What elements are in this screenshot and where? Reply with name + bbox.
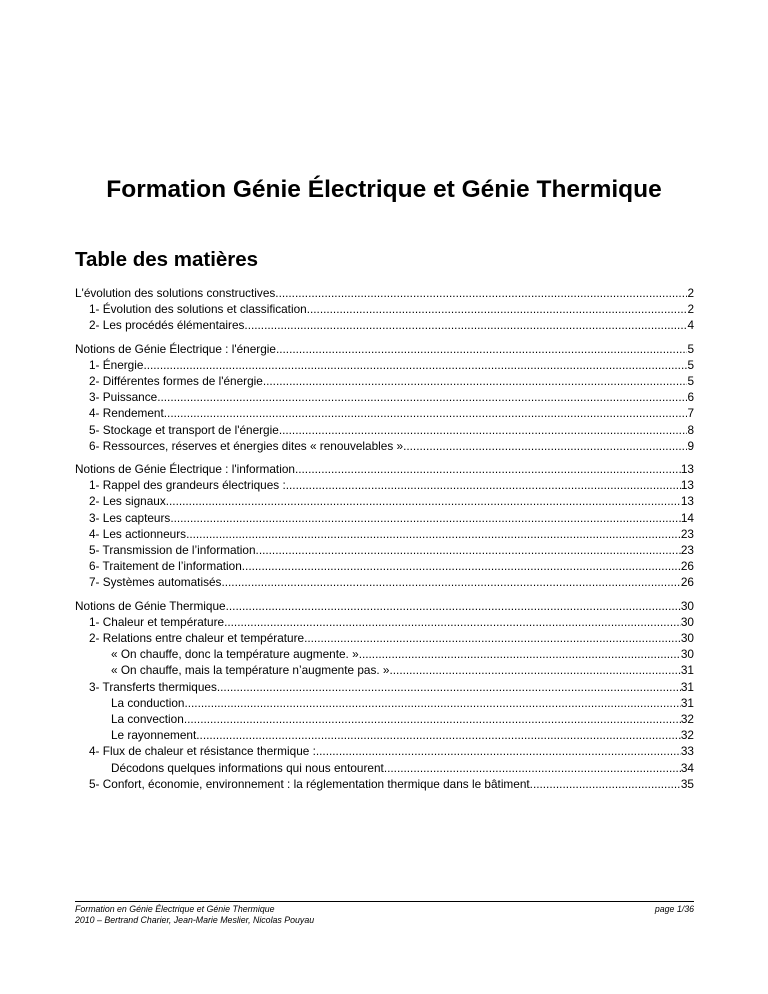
document-title: Formation Génie Électrique et Génie Thermique: [106, 176, 662, 203]
toc-entry[interactable]: [75, 357, 694, 373]
toc-leader-dots: [143, 357, 687, 373]
toc-entry-title: 4- Rendement: [89, 406, 164, 421]
toc-leader-dots: [224, 614, 681, 630]
toc-entry-title: 2- Différentes formes de l'énergie: [89, 374, 263, 389]
toc-leader-dots: [226, 598, 681, 614]
toc-entry-page: 9: [687, 438, 694, 453]
toc-entry-title: 1- Énergie: [89, 357, 144, 372]
toc-entry[interactable]: [75, 542, 694, 558]
toc-entry-title: 1- Évolution des solutions et classification: [89, 302, 307, 317]
toc-entry[interactable]: [75, 776, 694, 792]
toc-entry[interactable]: [75, 614, 694, 630]
toc-leader-dots: [359, 646, 681, 662]
toc-entry-title: 7- Systèmes automatisés: [89, 575, 222, 590]
toc-entry-title: L'évolution des solutions constructives: [75, 286, 276, 300]
toc-entry-title: Notions de Génie Thermique: [75, 598, 226, 613]
toc-section: [75, 341, 694, 454]
toc-entry-page: 33: [680, 744, 694, 759]
footer-course-title: Formation en Génie Électrique et Génie Thermique: [75, 904, 275, 914]
toc-entry[interactable]: [75, 461, 694, 477]
footer-divider: [75, 901, 694, 902]
toc-leader-dots: [217, 679, 681, 695]
toc-entry-title: « On chauffe, donc la température augmente. »: [111, 647, 359, 662]
toc-section: [75, 461, 694, 591]
toc-leader-dots: [256, 542, 681, 558]
toc-entry[interactable]: [75, 405, 694, 421]
toc-leader-dots: [196, 727, 681, 743]
toc-leader-dots: [286, 477, 681, 493]
toc-entry-page: 30: [680, 631, 694, 646]
toc-entry-title: 4- Flux de chaleur et résistance thermique :: [89, 744, 316, 759]
toc-entry-page: 4: [687, 318, 694, 333]
footer-page-number: page 1/36: [654, 904, 694, 914]
toc-leader-dots: [166, 493, 681, 509]
toc-entry-title: Le rayonnement: [111, 728, 197, 743]
toc-leader-dots: [263, 373, 688, 389]
toc-leader-dots: [244, 317, 687, 333]
toc-entry[interactable]: [75, 341, 694, 357]
toc-leader-dots: [384, 760, 681, 776]
toc-entry[interactable]: [75, 510, 694, 526]
toc-section: [75, 285, 694, 334]
toc-leader-dots: [295, 461, 681, 477]
toc-entry-page: 5: [687, 374, 694, 389]
toc-entry-title: « On chauffe, mais la température n’augmente pas. »: [111, 663, 390, 678]
toc-entry[interactable]: [75, 493, 694, 509]
toc-entry-page: 5: [687, 341, 694, 356]
toc-entry[interactable]: [75, 711, 694, 727]
toc-leader-dots: [316, 743, 681, 759]
toc-entry[interactable]: [75, 760, 694, 776]
toc-leader-dots: [242, 558, 681, 574]
toc-entry-page: 13: [680, 494, 694, 509]
toc-entry-title: 5- Confort, économie, environnement : la réglementation thermique dans le bâtiment: [89, 776, 530, 791]
toc-entry[interactable]: [75, 526, 694, 542]
toc-entry-title: 6- Traitement de l’information: [89, 559, 242, 574]
toc-entry-page: 13: [680, 478, 694, 493]
toc-entry-title: 5- Stockage et transport de l'énergie: [89, 422, 279, 437]
toc-entry-title: 2- Les signaux: [89, 494, 166, 509]
footer-authors: 2010 – Bertrand Charier, Jean-Marie Meslier, Nicolas Pouyau: [75, 915, 315, 925]
toc-entry-page: 5: [687, 357, 694, 372]
toc-entry[interactable]: [75, 598, 694, 614]
toc-entry-page: 30: [680, 598, 694, 613]
toc-entry-page: 6: [687, 390, 694, 405]
toc-entry-page: 23: [680, 526, 694, 541]
toc-leader-dots: [184, 695, 680, 711]
footer-credits: [75, 904, 314, 926]
toc-entry-title: 4- Les actionneurs: [89, 526, 187, 541]
toc-entry-page: 2: [687, 286, 694, 300]
toc-entry-title: 1- Chaleur et température: [89, 614, 225, 629]
toc-entry[interactable]: [75, 679, 694, 695]
toc-leader-dots: [304, 630, 681, 646]
toc-entry-title: Notions de Génie Électrique : l'information: [75, 462, 295, 477]
toc-entry-title: 3- Puissance: [89, 390, 158, 405]
toc-entry-page: 26: [680, 575, 694, 590]
toc-leader-dots: [276, 341, 687, 357]
toc-entry-page: 31: [680, 679, 694, 694]
toc-entry[interactable]: [75, 373, 694, 389]
toc-entry[interactable]: [75, 727, 694, 743]
toc-entry-title: La convection: [111, 712, 184, 727]
toc-leader-dots: [389, 662, 680, 678]
toc-leader-dots: [275, 285, 687, 301]
toc-entry-page: 7: [687, 406, 694, 421]
toc-entry-title: 5- Transmission de l’information: [89, 543, 256, 558]
toc-entry[interactable]: [75, 389, 694, 405]
toc-heading: Table des matières: [75, 248, 259, 271]
toc-entry-page: 13: [680, 462, 694, 477]
toc-leader-dots: [279, 422, 688, 438]
toc-section: [75, 598, 694, 792]
toc-entry[interactable]: [75, 285, 694, 301]
toc-entry-page: 2: [687, 302, 694, 317]
toc-entry-page: 32: [680, 712, 694, 727]
toc-leader-dots: [403, 438, 687, 454]
toc-entry[interactable]: [75, 646, 694, 662]
toc-entry[interactable]: [75, 574, 694, 590]
toc-leader-dots: [184, 711, 681, 727]
toc-entry[interactable]: [75, 422, 694, 438]
toc-entry-page: 31: [680, 695, 694, 710]
toc-leader-dots: [164, 405, 688, 421]
toc-entry[interactable]: [75, 558, 694, 574]
toc-entry-title: Décodons quelques informations qui nous entourent: [111, 760, 384, 775]
toc-entry-page: 35: [680, 776, 694, 791]
toc-entry[interactable]: [75, 438, 694, 454]
toc-entry[interactable]: [75, 630, 694, 646]
toc-entry-page: 14: [680, 510, 694, 525]
toc-leader-dots: [186, 526, 681, 542]
toc-leader-dots: [157, 389, 687, 405]
toc-entry-page: 30: [680, 647, 694, 662]
toc-leader-dots: [307, 301, 688, 317]
toc-entry-page: 32: [680, 728, 694, 743]
toc-entry-page: 8: [687, 422, 694, 437]
table-of-contents: [75, 285, 694, 799]
toc-entry[interactable]: [75, 743, 694, 759]
toc-entry[interactable]: [75, 301, 694, 317]
toc-entry-title: 2- Les procédés élémentaires: [89, 318, 245, 333]
toc-entry[interactable]: [75, 477, 694, 493]
toc-entry-title: 6- Ressources, réserves et énergies dites « renouvelables »: [89, 438, 404, 453]
toc-leader-dots: [530, 776, 681, 792]
toc-entry-title: 1- Rappel des grandeurs électriques :: [89, 478, 286, 493]
toc-entry-title: 2- Relations entre chaleur et température: [89, 631, 305, 646]
toc-entry-title: Notions de Génie Électrique : l'énergie: [75, 341, 276, 356]
toc-entry-title: La conduction: [111, 695, 185, 710]
toc-leader-dots: [170, 510, 681, 526]
toc-leader-dots: [221, 574, 680, 590]
toc-entry[interactable]: [75, 695, 694, 711]
toc-entry[interactable]: [75, 662, 694, 678]
toc-entry-page: 31: [680, 663, 694, 678]
toc-entry-page: 26: [680, 559, 694, 574]
toc-entry-page: 34: [680, 760, 694, 775]
toc-entry-title: 3- Transferts thermiques: [89, 679, 217, 694]
toc-entry-page: 30: [680, 614, 694, 629]
toc-entry-title: 3- Les capteurs: [89, 510, 171, 525]
toc-entry-page: 23: [680, 543, 694, 558]
toc-entry[interactable]: [75, 317, 694, 333]
